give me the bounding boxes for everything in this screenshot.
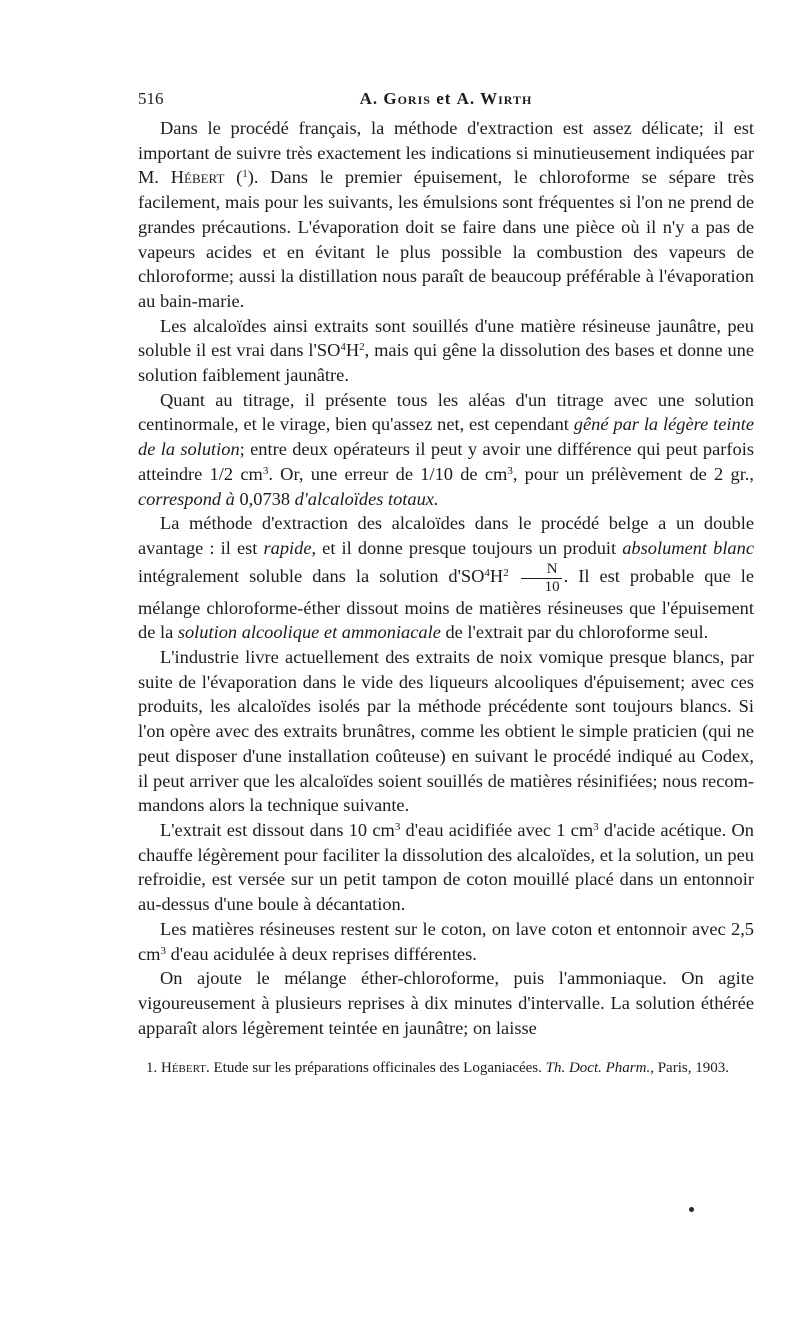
footnote-publication: Th. Doct. Pharm. [545, 1060, 651, 1077]
running-head [138, 84, 754, 114]
fraction-denominator: 10 [521, 578, 562, 596]
superscript: 2 [359, 341, 365, 354]
italic-text: gêné par la légère teinte de la solution [138, 414, 754, 460]
paragraph [138, 966, 754, 1040]
author-name: A. Wirth [456, 89, 533, 108]
paragraph [138, 116, 754, 314]
paragraph [138, 314, 754, 388]
running-head-authors [138, 84, 754, 114]
footnote-number: 1. [146, 1060, 158, 1077]
superscript: 4 [484, 566, 490, 579]
italic-text: d'alcaloïdes totaux. [294, 488, 439, 509]
footnote [138, 1058, 754, 1079]
text-run: ). Dans le premier épuisement, le chloroforme se sépare très facilement, mais pour les suivants, les émulsions sont fréquentes si l'on ne prend de grandes précautions. L'évaporation doit se faire dans une pièce où il n'y a pas de vapeurs acides et en évitant le plus possible la combustion des vapeurs de chloroforme; aussi la distillation nous paraît de beaucoup préférable à l'évaporation au bain-marie. [138, 167, 754, 311]
italic-text: rapide [263, 537, 312, 558]
paragraph [138, 511, 754, 645]
paragraph [138, 818, 754, 917]
text-run: , mais qui gêne la dissolution des bases et donne une solution faiblement jaunâtre. [138, 340, 754, 386]
text-run: H [489, 565, 504, 586]
paragraph [138, 388, 754, 512]
text-run: 0,0738 [234, 488, 295, 509]
text-run: H [345, 340, 360, 361]
superscript: 3 [160, 944, 166, 957]
text-run: Les matières résineuses restent sur le coton, on lave coton et entonnoir avec 2,5 cm [138, 918, 754, 964]
text-run: intégralement soluble dans la solution d'SO [138, 565, 485, 586]
text-run: L'extrait est dissout dans 10 cm [160, 819, 395, 840]
text-run: d'eau acidifiée avec 1 cm [400, 819, 594, 840]
superscript: 1 [242, 168, 248, 181]
superscript: 3 [394, 820, 401, 833]
text-run: Les alcaloïdes ainsi extraits sont souillés d'une matière résineuse jaunâtre, peu soluble il est vrai dans l'SO [138, 315, 754, 361]
italic-text: correspond à [138, 488, 235, 509]
text-run: La méthode d'extraction des alcaloïdes dans le procédé belge a un double avantage : il est [138, 513, 754, 558]
author-conjunction: et [430, 89, 457, 108]
page-number: 516 [138, 89, 164, 108]
italic-text: solution alcoolique et ammoniacale [177, 622, 441, 643]
text-run: . Il est probable que le mélange chloroforme-éther dissout moins de matières résineuses que l'épuisement de la [138, 565, 754, 643]
text-run: On ajoute le mélange éther-chloroforme, puis l'ammoniaque. On agite vigoureusement à plusieurs reprises à dix minutes d'intervalle. La solution éthérée apparaît alors légèrement teintée en jaunâtre; on laisse [138, 968, 754, 1038]
superscript: 2 [503, 566, 509, 579]
fraction [521, 561, 562, 596]
text-run: , pour un prélèvement de 2 gr., [512, 463, 755, 484]
superscript: 3 [507, 464, 513, 477]
text-run: ( [224, 167, 243, 188]
superscript: 3 [262, 464, 269, 477]
book-page [138, 84, 754, 1079]
body-text [138, 116, 754, 1040]
text-run: Quant au titrage, il présente tous les aléas d'un titrage avec une solution centinormale, et le virage, bien qu'assez net, est cependant [138, 389, 754, 435]
text-run [509, 566, 519, 586]
text-run: ; entre deux opérateurs il peut y avoir une différence qui peut parfois atteindre 1/2 cm [138, 439, 755, 484]
footnote-title: . Etude sur les préparations officinales des Loganiacées. [206, 1060, 546, 1077]
fraction-numerator: N [546, 560, 558, 577]
text-run: . Or, une erreur de 1/10 de cm [268, 463, 508, 484]
footnote-place-date: , Paris, 1903. [650, 1060, 729, 1077]
small-caps-name: Hébert [170, 167, 225, 188]
paragraph [138, 645, 754, 818]
text-run: Dans le procédé français, la méthode d'extraction est assez délicate; il est important de suivre très exactement les indications si minutieusement indiquées par M. [138, 118, 754, 188]
text-run: d'eau acidulée à deux reprises différentes. [165, 943, 477, 964]
text-run: de l'extrait par du chloroforme seul. [440, 622, 709, 643]
superscript: 3 [593, 820, 599, 833]
text-run: d'acide acétique. On chauffe légèrement pour faciliter la dissolution des alcaloïdes, et la solution, un peu refroidie, est versée sur un petit tampon de coton mouillé placé dans un entonnoir au-dessus d'une boule à décantation. [138, 819, 754, 915]
italic-text: absolument blanc [622, 537, 754, 558]
superscript: 4 [340, 341, 346, 354]
footnote-author: Hébert [161, 1060, 207, 1077]
text-run: L'industrie livre actuellement des extraits de noix vomique presque blancs, par suite de l'évaporation dans le vide des liqueurs alcooliques d'épuisement; avec ces produits, les alcaloïdes isolés par la méthode précédente sont toujours blancs. Si l'on opère avec des extraits brunâtres, comme les obtient le simple praticien (qui ne peut disposer d'une installation coûteuse) en suivant le procédé indiqué au Codex, il peut arriver que les alcaloïdes soient souillés de matières résinifiées; nous recommandons alors la technique suivante. [138, 647, 754, 816]
text-run: , et il donne presque toujours un produit [311, 537, 623, 558]
author-name: A. Goris [359, 89, 431, 108]
print-speck [689, 1207, 694, 1212]
paragraph [138, 917, 754, 966]
